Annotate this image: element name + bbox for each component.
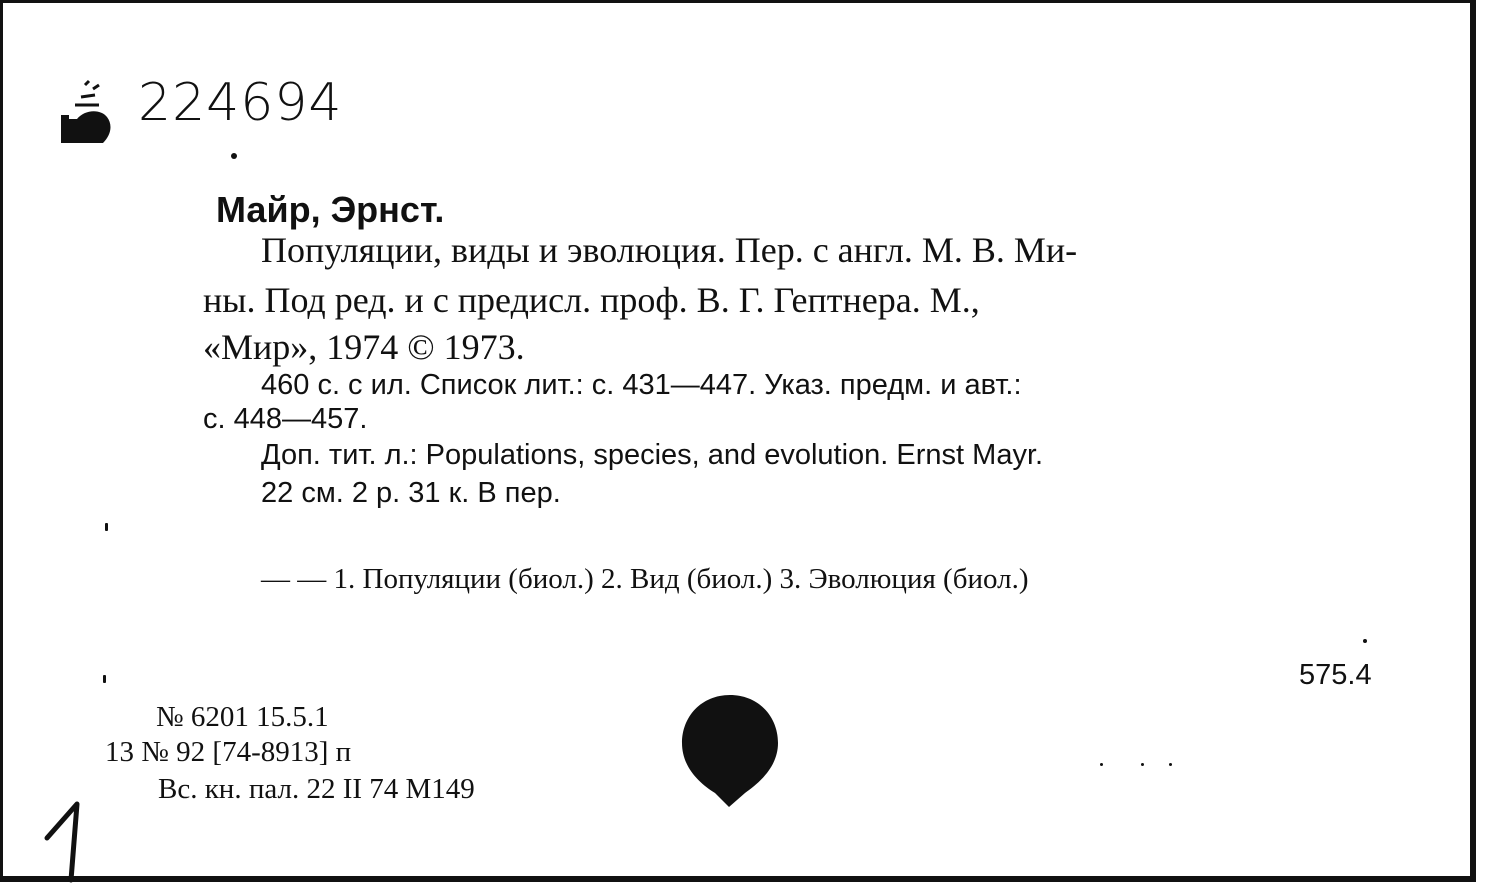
ink-speck [1169, 763, 1172, 766]
udc-code: 575.4 [1299, 659, 1372, 691]
original-title-line: Доп. тит. л.: Populations, species, and evolution. Ernst Mayr. [261, 439, 1044, 471]
order-number-line: Вс. кн. пал. 22 II 74 М149 [158, 773, 475, 805]
library-stamp-mark [55, 75, 115, 147]
title-line: Популяции, виды и эволюция. Пер. с англ. М. В. Ми- [261, 230, 1078, 270]
title-line: «Мир», 1974 © 1973. [203, 327, 525, 367]
ink-speck [231, 153, 237, 159]
accession-number: 224694 [138, 73, 343, 133]
ink-speck [105, 523, 108, 531]
ink-speck [1363, 639, 1367, 643]
ink-speck [103, 675, 106, 683]
punch-hole [679, 691, 781, 809]
author-heading: Майр, Эрнст. [216, 189, 445, 230]
ink-speck [1100, 763, 1103, 766]
handwritten-number [43, 798, 91, 883]
order-number-line: 13 № 92 [74-8913] п [105, 736, 352, 768]
collation-line: 460 с. с ил. Список лит.: с. 431—447. Указ. предм. и авт.: [261, 369, 1022, 401]
ink-speck [1141, 763, 1144, 766]
price-format-line: 22 см. 2 р. 31 к. В пер. [261, 477, 561, 509]
collation-line: с. 448—457. [203, 403, 368, 435]
order-number-line: № 6201 15.5.1 [156, 701, 329, 733]
subject-headings: — — 1. Популяции (биол.) 2. Вид (биол.) 3. Эволюция (биол.) [261, 563, 1029, 595]
title-line: ны. Под ред. и с предисл. проф. В. Г. Гептнера. М., [203, 280, 980, 320]
